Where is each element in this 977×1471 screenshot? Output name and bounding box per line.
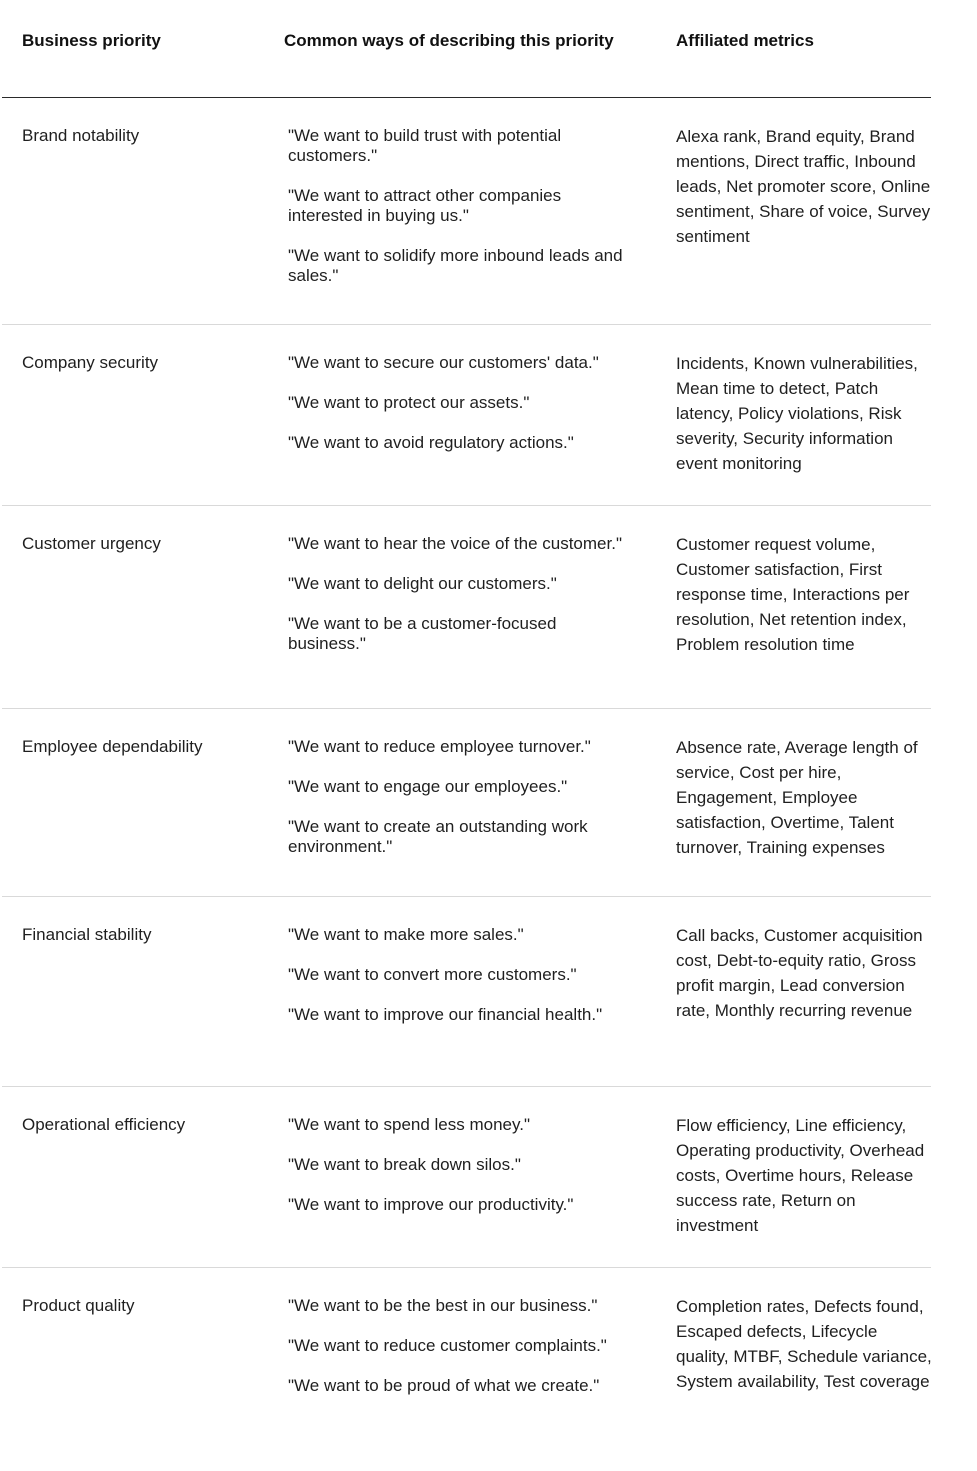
metrics-cell: Absence rate, Average length of service, Cost per hire, Engagement, Employee satisfaction, Overtime, Talent turnover, Training expenses: [676, 738, 918, 857]
quote: "We want to break down silos.": [288, 1155, 521, 1174]
quote: "We want to build trust with potential customers.": [288, 126, 562, 165]
quote: "We want to be proud of what we create.": [288, 1376, 600, 1395]
descriptions-cell: [288, 534, 628, 654]
priorities-table: [2, 0, 931, 1468]
priority-cell: Financial stability: [22, 925, 152, 944]
table-row: [2, 709, 931, 897]
priority-cell: Operational efficiency: [22, 1115, 186, 1134]
header-descriptions: Common ways of describing this priority: [284, 31, 614, 50]
table-row: [2, 98, 931, 325]
table-row: [2, 325, 931, 506]
quote: "We want to improve our productivity.": [288, 1195, 574, 1214]
priority-cell: Brand notability: [22, 126, 140, 145]
metrics-cell: Customer request volume, Customer satisfaction, First response time, Interactions per resolution, Net retention index, Problem resolution time: [676, 535, 910, 654]
metrics-cell: Completion rates, Defects found, Escaped defects, Lifecycle quality, MTBF, Schedule variance, System availability, Test coverage: [676, 1297, 932, 1391]
quote: "We want to solidify more inbound leads and sales.": [288, 246, 623, 285]
table-row: [2, 1087, 931, 1268]
priority-cell: Customer urgency: [22, 534, 161, 553]
quote: "We want to convert more customers.": [288, 965, 577, 984]
quote: "We want to delight our customers.": [288, 574, 557, 593]
quote: "We want to create an outstanding work environment.": [288, 817, 588, 856]
quote: "We want to be the best in our business.": [288, 1296, 598, 1315]
descriptions-cell: [288, 925, 628, 1025]
descriptions-cell: [288, 1296, 628, 1396]
priority-cell: Product quality: [22, 1296, 135, 1315]
metrics-cell: Alexa rank, Brand equity, Brand mentions, Direct traffic, Inbound leads, Net promoter score, Online sentiment, Share of voice, Survey sentiment: [676, 127, 931, 246]
quote: "We want to improve our financial health.": [288, 1005, 603, 1024]
quote: "We want to secure our customers' data.": [288, 353, 599, 372]
quote: "We want to be a customer-focused business.": [288, 614, 557, 653]
table-row: [2, 1268, 931, 1468]
descriptions-cell: [288, 737, 628, 857]
quote: "We want to protect our assets.": [288, 393, 530, 412]
quote: "We want to reduce customer complaints.": [288, 1336, 607, 1355]
header-affiliated-metrics: Affiliated metrics: [676, 31, 814, 50]
priority-cell: Employee dependability: [22, 737, 203, 756]
quote: "We want to engage our employees.": [288, 777, 568, 796]
quote: "We want to avoid regulatory actions.": [288, 433, 574, 452]
table-row: [2, 506, 931, 709]
header-business-priority: Business priority: [22, 31, 161, 50]
metrics-cell: Incidents, Known vulnerabilities, Mean time to detect, Patch latency, Policy violations, Risk severity, Security information event monitoring: [676, 354, 918, 473]
descriptions-cell: [288, 353, 628, 453]
metrics-cell: Call backs, Customer acquisition cost, Debt-to-equity ratio, Gross profit margin, Lead conversion rate, Monthly recurring revenue: [676, 926, 923, 1020]
table-row: [2, 897, 931, 1087]
descriptions-cell: [288, 1115, 628, 1215]
quote: "We want to reduce employee turnover.": [288, 737, 591, 756]
quote: "We want to spend less money.": [288, 1115, 531, 1134]
quote: "We want to make more sales.": [288, 925, 524, 944]
metrics-cell: Flow efficiency, Line efficiency, Operating productivity, Overhead costs, Overtime hours, Release success rate, Return on investment: [676, 1116, 925, 1235]
priority-cell: Company security: [22, 353, 159, 372]
table-header: [2, 0, 931, 98]
quote: "We want to attract other companies interested in buying us.": [288, 186, 562, 225]
descriptions-cell: [288, 126, 628, 286]
quote: "We want to hear the voice of the customer.": [288, 534, 622, 553]
